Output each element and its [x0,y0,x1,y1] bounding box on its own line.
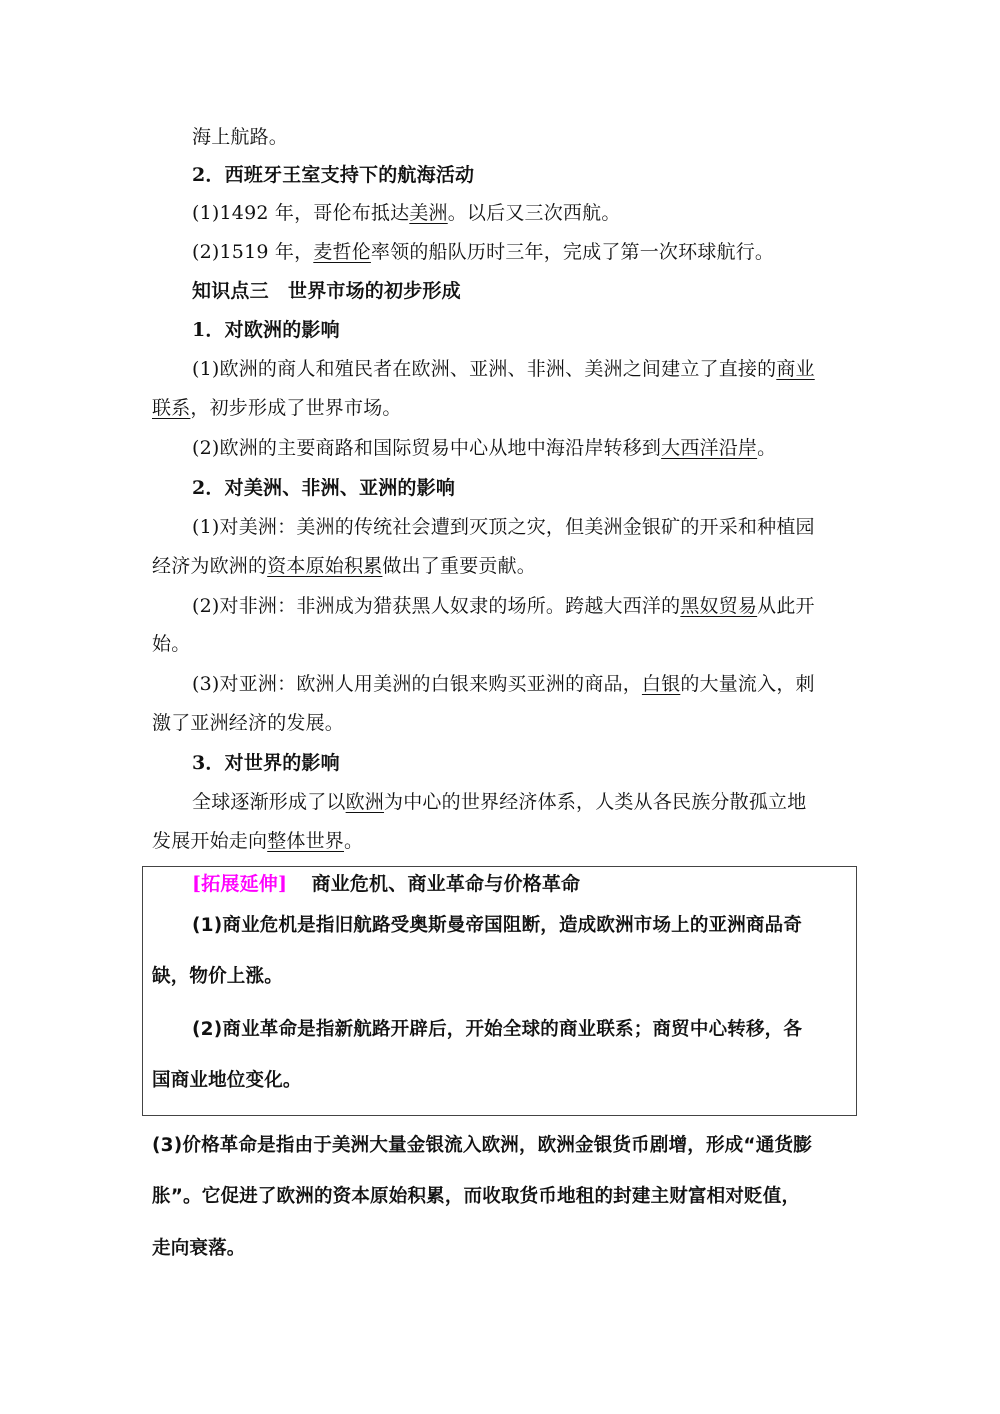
section-heading [192,751,340,775]
price-revolution-line: 走向衰落。 [152,1238,246,1259]
text-line [192,672,815,696]
key-term: 欧洲 [345,791,385,813]
text-line [192,790,806,814]
extension-line: (2)商业革命是指新航路开辟后，开始全球的商业联系；商贸中心转移，各 [192,1019,803,1040]
extension-line: 缺，物价上涨。 [152,966,283,987]
text: 始。 [152,633,191,655]
text-line [192,436,776,460]
extension-tag: [拓展延伸] [192,873,288,895]
knowledge-point-heading [192,279,461,303]
text: 。 [757,437,777,459]
text-line [152,711,344,735]
key-term: 整体世界 [267,830,345,852]
text: 。 [344,830,364,852]
text-line [152,829,363,853]
extension-title: 商业危机、商业革命与价格革命 [311,873,581,895]
text: 激了亚洲经济的发展。 [152,712,345,734]
key-term: 白银 [641,673,681,695]
text-line [192,594,815,618]
text: (1)1492 年，哥伦布抵达 [192,202,410,224]
text: (2)对非洲：非洲成为猎获黑人奴隶的场所。跨越大西洋的 [192,595,681,617]
text: (2)欧洲的主要商路和国际贸易中心从地中海沿岸转移到 [192,437,662,459]
section-heading [192,476,455,500]
text-line [192,201,621,225]
price-revolution-line: (3)价格革命是指由于美洲大量金银流入欧洲，欧洲金银货币剧增，形成“通货膨 [152,1135,812,1156]
heading-text: 1．对欧洲的影响 [192,319,340,341]
key-term: 联系 [152,397,191,419]
heading-text: 2．对美洲、非洲、亚洲的影响 [192,477,456,499]
key-term: 黑奴贸易 [680,595,758,617]
text-line [192,515,815,539]
heading-text: 2．西班牙王室支持下的航海活动 [192,164,475,186]
extension-line: (1)商业危机是指旧航路受奥斯曼帝国阻断，造成欧洲市场上的亚洲商品奇 [192,915,803,936]
text-line [192,240,774,264]
key-term: 美洲 [409,202,448,224]
section-heading [192,318,340,342]
text: 从此开 [757,595,815,617]
key-term: 麦哲伦 [313,241,371,263]
text-line [152,632,190,656]
text: 的大量流入，刺 [680,673,815,695]
text: 发展开始走向 [152,830,268,852]
text: 为中心的世界经济体系，人类从各民族分散孤立地 [384,791,807,813]
text: 全球逐渐形成了以 [192,791,346,813]
text: ，初步形成了世界市场。 [190,397,402,419]
text: 海上航路。 [192,126,289,148]
text: (1)对美洲：美洲的传统社会遭到灭顶之灾，但美洲金银矿的开采和种植园 [192,516,815,538]
heading-text: 3．对世界的影响 [192,752,340,774]
text: 率领的船队历时三年，完成了第一次环球航行。 [370,241,775,263]
text-line [192,357,815,381]
price-revolution-line: 胀”。它促进了欧洲的资本原始积累，而收取货币地租的封建主财富相对贬值， [152,1186,801,1207]
text-line [192,125,288,149]
key-term: 资本原始积累 [267,555,383,577]
text-line [152,396,402,420]
text: 经济为欧洲的 [152,555,268,577]
key-term: 商业 [776,358,815,380]
text-line [152,554,536,578]
text: 做出了重要贡献。 [382,555,537,577]
section-heading [192,163,474,187]
text: (2)1519 年， [192,241,314,263]
text: (1)欧洲的商人和殖民者在欧洲、亚洲、非洲、美洲之间建立了直接的 [192,358,777,380]
text: 。以后又三次西航。 [447,202,621,224]
heading-text: 知识点三 世界市场的初步形成 [192,280,461,302]
extension-line: 国商业地位变化。 [152,1070,302,1091]
key-term: 大西洋沿岸 [661,437,758,459]
extension-header [192,872,580,896]
text: (3)对亚洲：欧洲人用美洲的白银来购买亚洲的商品， [192,673,642,695]
